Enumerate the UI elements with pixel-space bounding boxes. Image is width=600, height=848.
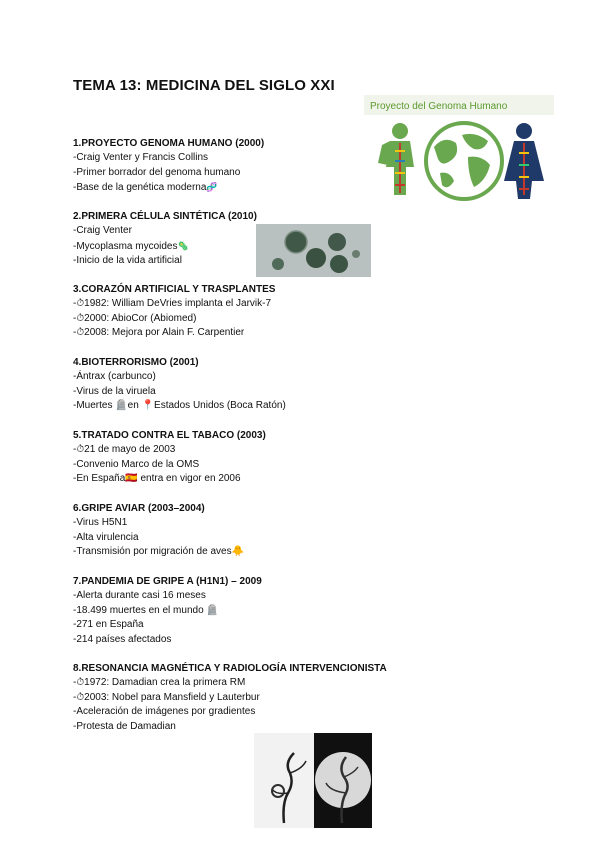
list-item: -271 en España <box>73 619 144 631</box>
list-item: -Craig Venter <box>73 225 132 236</box>
list-item: -⏱2008: Mejora por Alain F. Carpentier <box>73 327 245 339</box>
list-item: -Base de la genética moderna🧬 <box>73 182 218 194</box>
list-item: -⏱2000: AbioCor (Abiomed) <box>73 312 197 324</box>
list-item: -⏱2003: Nobel para Mansfield y Lauterbur <box>73 691 260 703</box>
list-item: -Aceleración de imágenes por gradientes <box>73 706 256 718</box>
section-artificial-heart <box>73 283 275 341</box>
list-item: -⏱1972: Damadian crea la primera RM <box>73 677 246 688</box>
list-item: -Mycoplasma mycoides🦠 <box>73 240 189 252</box>
section-bioterrorism <box>73 356 286 414</box>
list-item: -Virus de la viruela <box>73 385 156 397</box>
section-tobacco-treaty <box>73 429 266 487</box>
list-item: -Virus H5N1 <box>73 517 128 528</box>
microbe-icon: 🦠 <box>177 240 189 251</box>
section-avian-flu <box>73 502 244 560</box>
genome-project-image <box>364 95 554 207</box>
section-title: 3.CORAZÓN ARTIFICIAL Y TRASPLANTES <box>73 284 276 295</box>
section-title: 6.GRIPE AVIAR (2003–2004) <box>73 503 205 514</box>
section-title: 1.PROYECTO GENOMA HUMANO (2000) <box>73 138 265 149</box>
list-item: -Inicio de la vida artificial <box>73 255 182 267</box>
genome-caption: Proyecto del Genoma Humano <box>370 101 508 112</box>
list-item: -Protesta de Damadian <box>73 720 176 732</box>
list-item: -Alerta durante casi 16 meses <box>73 590 206 601</box>
section-mri-radiology <box>73 662 387 734</box>
section-title: 5.TRATADO CONTRA EL TABACO (2003) <box>73 430 266 441</box>
list-item: -214 países afectados <box>73 633 172 645</box>
list-item: -Transmisión por migración de aves🐥 <box>73 546 245 558</box>
list-item: -Muertes 🪦en 📍Estados Unidos (Boca Ratón) <box>73 400 286 412</box>
section-genome-project <box>73 137 264 196</box>
section-title: 7.PANDEMIA DE GRIPE A (H1N1) – 2009 <box>73 576 262 587</box>
section-title: 2.PRIMERA CÉLULA SINTÉTICA (2010) <box>73 211 257 222</box>
section-title: 4.BIOTERRORISMO (2001) <box>73 357 199 368</box>
list-item: -Ántrax (carbunco) <box>73 371 156 382</box>
section-synthetic-cell <box>73 210 257 269</box>
list-item: -Convenio Marco de la OMS <box>73 458 200 470</box>
angiography-image <box>254 733 372 828</box>
list-item: -18.499 muertes en el mundo 🪦 <box>73 604 219 616</box>
list-item: -⏱1982: William DeVries implanta el Jarvik-7 <box>73 298 272 309</box>
dna-icon: 🧬 <box>206 182 218 193</box>
section-title: 8.RESONANCIA MAGNÉTICA Y RADIOLOGÍA INTERVENCIONISTA <box>73 663 387 674</box>
synthetic-cell-micrograph <box>256 224 371 277</box>
list-item: -Alta virulencia <box>73 531 139 543</box>
list-item: -En España🇪🇸 entra en vigor en 2006 <box>73 473 241 485</box>
list-item: -Primer borrador del genoma humano <box>73 166 241 178</box>
page-title: TEMA 13: MEDICINA DEL SIGLO XXI <box>73 77 335 94</box>
section-h1n1-pandemic <box>73 575 262 647</box>
list-item: -⏱21 de mayo de 2003 <box>73 444 176 455</box>
list-item: -Craig Venter y Francis Collins <box>73 152 209 163</box>
